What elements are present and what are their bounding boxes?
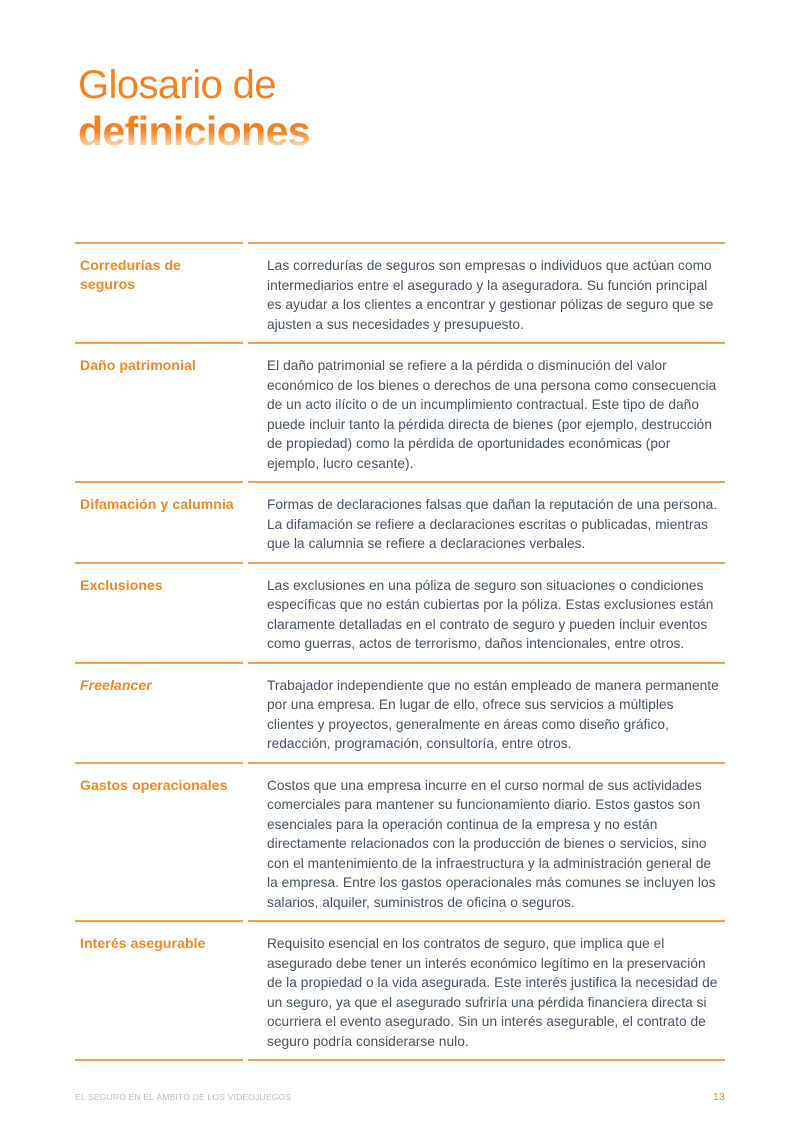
- glossary-term: Freelancer: [75, 662, 243, 762]
- glossary-definition: Las exclusiones en una póliza de seguro son situaciones o condiciones específicas que no están cubiertas por la póliza. Estas exclusiones están claramente detalladas en el contrato de seguro y pueden incluir eventos como guerras, actos de terrorismo, daños intencionales, entre otros.: [248, 562, 725, 662]
- glossary-term: Daño patrimonial: [75, 342, 243, 481]
- glossary-definition: Las corredurías de seguros son empresas o individuos que actúan como intermediarios entre el asegurado y la aseguradora. Su función principal es ayudar a los clientes a encontrar y gestionar pólizas de seguro que se ajusten a sus necesidades y presupuesto.: [248, 242, 725, 342]
- glossary-row: [75, 562, 725, 662]
- page-title: [78, 62, 310, 154]
- glossary-row: [75, 762, 725, 921]
- glossary-row: [75, 481, 725, 562]
- glossary-term: Interés asegurable: [75, 920, 243, 1061]
- glossary-row: [75, 662, 725, 762]
- glossary-term: Difamación y calumnia: [75, 481, 243, 562]
- glossary-definition: Requisito esencial en los contratos de seguro, que implica que el asegurado debe tener un interés económico legítimo en la preservación de la propiedad o la vida asegurada. Este interés justifica la necesidad de un seguro, ya que el asegurado sufriría una pérdida financiera directa si ocurriera el evento asegurado. Sin un interés asegurable, el contrato de seguro podría considerarse nulo.: [248, 920, 725, 1061]
- glossary-term: Gastos operacionales: [75, 762, 243, 921]
- glossary-term: Exclusiones: [75, 562, 243, 662]
- glossary-table: [75, 242, 725, 1061]
- footer-page-number: 13: [712, 1091, 725, 1103]
- page-title-line1: Glosario de: [78, 63, 276, 107]
- glossary-definition: Trabajador independiente que no están empleado de manera permanente por una empresa. En lugar de ello, ofrece sus servicios a múltiples clientes y proyectos, generalmente en áreas como diseño gráfico, redacción, programación, consultoría, entre otros.: [248, 662, 725, 762]
- glossary-definition: Formas de declaraciones falsas que dañan la reputación de una persona. La difamación se refiere a declaraciones escritas o publicadas, mientras que la calumnia se refiere a declaraciones verbales.: [248, 481, 725, 562]
- glossary-row: [75, 242, 725, 342]
- glossary-row: [75, 342, 725, 481]
- page-title-line2: definiciones: [78, 108, 311, 154]
- page-footer: [75, 1091, 725, 1103]
- glossary-definition: Costos que una empresa incurre en el curso normal de sus actividades comerciales para mantener su funcionamiento diario. Estos gastos son esenciales para la operación continua de la empresa y no están directamente relacionados con la producción de bienes o servicios, sino con el mantenimiento de la infraestructura y la administración general de la empresa. Entre los gastos operacionales más comunes se incluyen los salarios, alquiler, suministros de oficina o seguros.: [248, 762, 725, 921]
- glossary-term: Corredurías de seguros: [75, 242, 243, 342]
- glossary-definition: El daño patrimonial se refiere a la pérdida o disminución del valor económico de los bienes o derechos de una persona como consecuencia de un acto ilícito o de un incumplimiento contractual. Este tipo de daño puede incluir tanto la pérdida directa de bienes (por ejemplo, destrucción de propiedad) como la pérdida de oportunidades económicas (por ejemplo, lucro cesante).: [248, 342, 725, 481]
- glossary-row: [75, 920, 725, 1061]
- footer-document-title: EL SEGURO EN EL ÁMBITO DE LOS VIDEOJUEGOS: [75, 1092, 292, 1102]
